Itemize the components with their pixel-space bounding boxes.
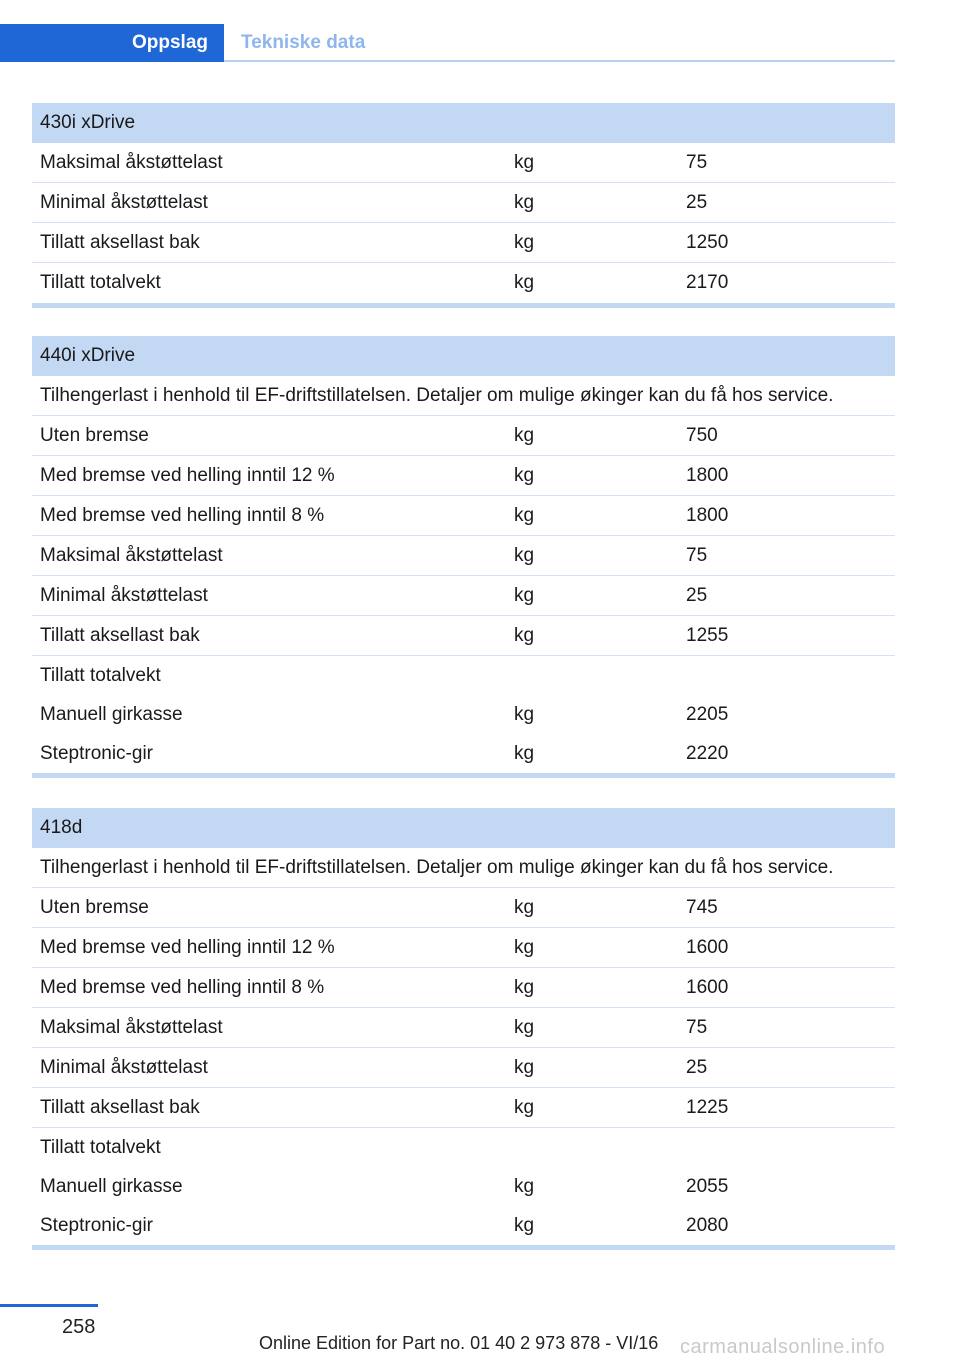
table-title: 430i xDrive xyxy=(32,103,895,143)
table-title: 418d xyxy=(32,808,895,848)
table-row: Med bremse ved helling inntil 12 % kg 1600 xyxy=(32,928,895,968)
table-row: Uten bremse kg 750 xyxy=(32,416,895,456)
table-row: Steptronic-gir kg 2220 xyxy=(40,742,729,764)
footer-accent-line xyxy=(0,1304,98,1307)
table-bottom-rule xyxy=(32,773,895,778)
table-note: Tilhengerlast i henhold til EF-driftstillatelsen. Detaljer om mulige økinger kan du få hos service. xyxy=(32,376,895,416)
table-row: Uten bremse kg 745 xyxy=(32,888,895,928)
tab-tekniske-data[interactable]: Tekniske data xyxy=(241,32,366,53)
edition-text: Online Edition for Part no. 01 40 2 973 878 - VI/16 xyxy=(259,1333,659,1353)
table-row: Tillatt aksellast bak kg 1250 xyxy=(32,223,895,263)
table-row: Tillatt aksellast bak kg 1255 xyxy=(32,616,895,656)
table-row: Minimal åkstøttelast kg 25 xyxy=(32,576,895,616)
table-430i-xdrive xyxy=(32,103,895,308)
table-row: Minimal åkstøttelast kg 25 xyxy=(32,1048,895,1088)
tab-oppslag-label: Oppslag xyxy=(131,32,208,53)
table-row: Tillatt aksellast bak kg 1225 xyxy=(32,1088,895,1128)
tab-oppslag[interactable] xyxy=(0,24,224,62)
table-note: Tilhengerlast i henhold til EF-driftstillatelsen. Detaljer om mulige økinger kan du få hos service. xyxy=(32,848,895,888)
table-bottom-rule xyxy=(32,303,895,308)
table-row: Maksimal åkstøttelast kg 75 xyxy=(32,143,895,183)
table-row: Tillatt totalvekt xyxy=(40,664,161,686)
table-title: 440i xDrive xyxy=(32,336,895,376)
table-row: Med bremse ved helling inntil 8 % kg 1600 xyxy=(32,968,895,1008)
table-row: Maksimal åkstøttelast kg 75 xyxy=(32,536,895,576)
top-navigation xyxy=(0,24,895,62)
table-row: Med bremse ved helling inntil 8 % kg 1800 xyxy=(32,496,895,536)
table-440i-xdrive xyxy=(32,336,895,778)
table-row: Tillatt totalvekt kg 2170 xyxy=(40,272,729,293)
table-row: Tillatt totalvekt xyxy=(40,1136,161,1158)
table-row: Manuell girkasse kg 2055 xyxy=(40,1175,729,1197)
table-row: Steptronic-gir kg 2080 xyxy=(40,1214,729,1236)
watermark: carmanualsonline.info xyxy=(680,1336,886,1358)
table-row: Manuell girkasse kg 2205 xyxy=(40,703,729,725)
table-row: Med bremse ved helling inntil 12 % kg 1800 xyxy=(32,456,895,496)
table-row: Minimal åkstøttelast kg 25 xyxy=(32,183,895,223)
table-bottom-rule xyxy=(32,1245,895,1250)
nav-underline xyxy=(224,60,895,62)
page-number: 258 xyxy=(62,1316,96,1338)
table-418d xyxy=(32,808,895,1250)
table-row: Maksimal åkstøttelast kg 75 xyxy=(32,1008,895,1048)
